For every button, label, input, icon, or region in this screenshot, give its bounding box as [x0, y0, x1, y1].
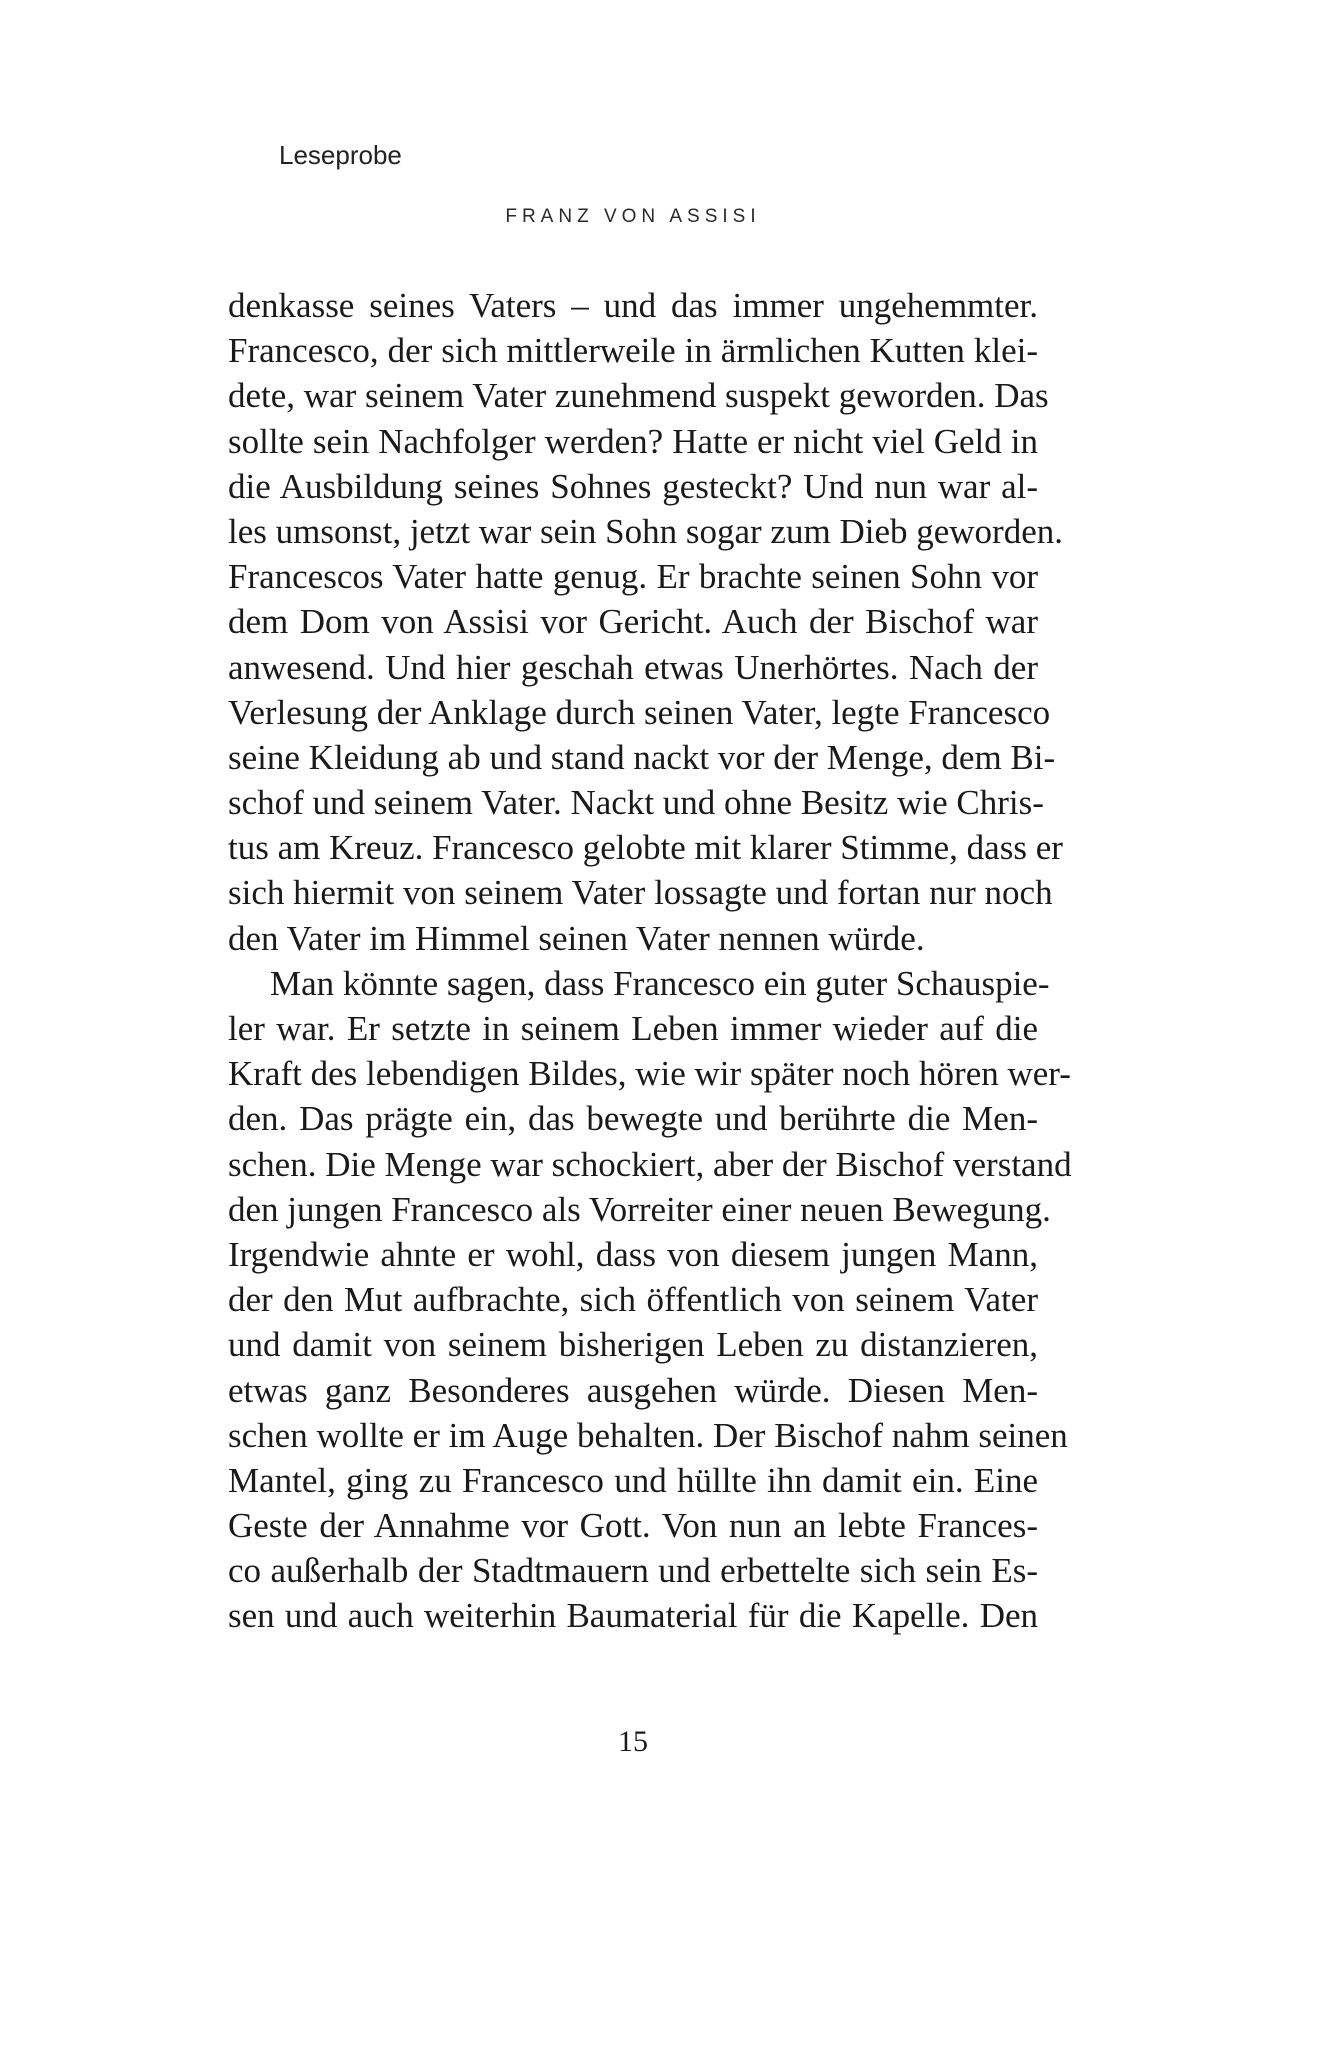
- text-line: Kraft des lebendigen Bildes, wie wir später noch hören wer-: [228, 1054, 1071, 1094]
- body-text: [228, 283, 1072, 1639]
- text-line: Geste der Annahme vor Gott. Von nun an lebte Frances-: [228, 1506, 1038, 1546]
- paragraph-1: [228, 283, 1063, 961]
- text-line: etwas ganz Besonderes ausgehen würde. Diesen Men-: [228, 1370, 1038, 1410]
- text-line: dete, war seinem Vater zunehmend suspekt geworden. Das: [228, 376, 1049, 416]
- text-line: denkasse seines Vaters – und das immer ungehemmter.: [228, 286, 1038, 325]
- text-line: tus am Kreuz. Francesco gelobte mit klarer Stimme, dass er: [228, 828, 1063, 868]
- text-line: Mantel, ging zu Francesco und hüllte ihn damit ein. Eine: [228, 1460, 1038, 1500]
- text-line: seine Kleidung ab und stand nackt vor der Menge, dem Bi-: [228, 737, 1056, 777]
- text-line: schen wollte er im Auge behalten. Der Bischof nahm seinen: [228, 1415, 1068, 1455]
- text-line: co außerhalb der Stadtmauern und erbettelte sich sein Es-: [228, 1551, 1038, 1591]
- text-line: Irgendwie ahnte er wohl, dass von diesem jungen Mann,: [228, 1234, 1038, 1274]
- preview-label: Leseprobe: [279, 140, 402, 170]
- text-line: schof und seinem Vater. Nackt und ohne Besitz wie Chris-: [228, 783, 1044, 823]
- text-line: Francescos Vater hatte genug. Er brachte seinen Sohn vor: [228, 557, 1038, 597]
- text-line: sen und auch weiterhin Baumaterial für die Kapelle. Den: [228, 1596, 1038, 1636]
- text-line: sollte sein Nachfolger werden? Hatte er nicht viel Geld in: [228, 421, 1038, 461]
- text-line: dem Dom von Assisi vor Gericht. Auch der Bischof war: [228, 602, 1038, 642]
- text-line: schen. Die Menge war schockiert, aber der Bischof verstand: [228, 1144, 1072, 1184]
- text-line: den Vater im Himmel seinen Vater nennen würde.: [228, 918, 925, 958]
- text-line: Francesco, der sich mittlerweile in ärmlichen Kutten klei-: [228, 331, 1038, 371]
- text-line: die Ausbildung seines Sohnes gesteckt? Und nun war al-: [228, 466, 1038, 506]
- text-line: sich hiermit von seinem Vater lossagte und fortan nur noch: [228, 873, 1053, 913]
- text-line: anwesend. Und hier geschah etwas Unerhörtes. Nach der: [228, 647, 1038, 687]
- text-line: und damit von seinem bisherigen Leben zu distanzieren,: [228, 1325, 1038, 1365]
- running-head: FRANZ VON ASSISI: [505, 206, 761, 227]
- page-number: 15: [618, 1725, 648, 1758]
- text-line: les umsonst, jetzt war sein Sohn sogar zum Dieb geworden.: [228, 511, 1063, 551]
- paragraph-2: [228, 961, 1072, 1639]
- text-line: den jungen Francesco als Vorreiter einer neuen Bewegung.: [228, 1189, 1051, 1229]
- text-line: Man könnte sagen, dass Francesco ein guter Schauspie-: [270, 963, 1050, 1003]
- text-line: ler war. Er setzte in seinem Leben immer wieder auf die: [228, 1009, 1038, 1048]
- text-line: Verlesung der Anklage durch seinen Vater, legte Francesco: [228, 692, 1051, 732]
- text-line: der den Mut aufbrachte, sich öffentlich von seinem Vater: [228, 1280, 1038, 1320]
- text-line: den. Das prägte ein, das bewegte und berührte die Men-: [228, 1099, 1038, 1139]
